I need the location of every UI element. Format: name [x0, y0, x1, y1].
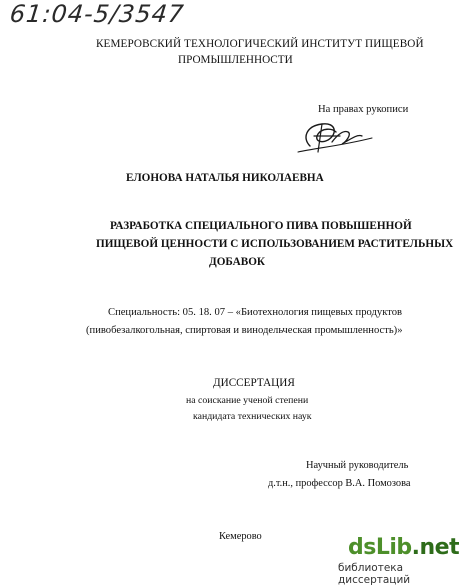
dissertation-title: [96, 217, 454, 271]
watermark[interactable]: [334, 531, 459, 586]
watermark-subtitle: библиотека диссертаций: [338, 562, 411, 586]
watermark-logo-main: dsLib: [348, 535, 412, 560]
archive-number: 61:04-5/3547: [8, 0, 186, 28]
title-line-3: ДОБАВОК: [209, 256, 266, 268]
supervisor-name: д.т.н., профессор В.А. Помозова: [268, 478, 411, 489]
work-type: ДИССЕРТАЦИЯ: [213, 377, 295, 389]
supervisor-label: Научный руководитель: [306, 460, 409, 471]
author-name: ЕЛОНОВА НАТАЛЬЯ НИКОЛАЕВНА: [126, 172, 324, 184]
city: Кемерово: [219, 531, 262, 542]
watermark-logo: [348, 535, 459, 560]
degree-line-2: кандидата технических наук: [193, 411, 312, 422]
institution-line-1: КЕМЕРОВСКИЙ ТЕХНОЛОГИЧЕСКИЙ ИНСТИТУТ ПИЩЕВОЙ: [96, 38, 424, 50]
specialty-line-1: Специальность: 05. 18. 07 – «Биотехнология пищевых продуктов: [108, 307, 402, 318]
degree-line-1: на соискание ученой степени: [186, 395, 309, 406]
rights-note: На правах рукописи: [318, 104, 409, 115]
specialty-line-2: (пивобезалкогольная, спиртовая и винодельческая промышленность)»: [86, 325, 403, 336]
title-line-2: ПИЩЕВОЙ ЦЕННОСТИ С ИСПОЛЬЗОВАНИЕМ РАСТИТЕЛЬНЫХ: [96, 238, 454, 250]
title-line-1: РАЗРАБОТКА СПЕЦИАЛЬНОГО ПИВА ПОВЫШЕННОЙ: [110, 220, 412, 232]
watermark-logo-tld: .net: [411, 535, 459, 560]
institution-line-2: ПРОМЫШЛЕННОСТИ: [178, 54, 293, 66]
signature-image: [292, 116, 378, 160]
